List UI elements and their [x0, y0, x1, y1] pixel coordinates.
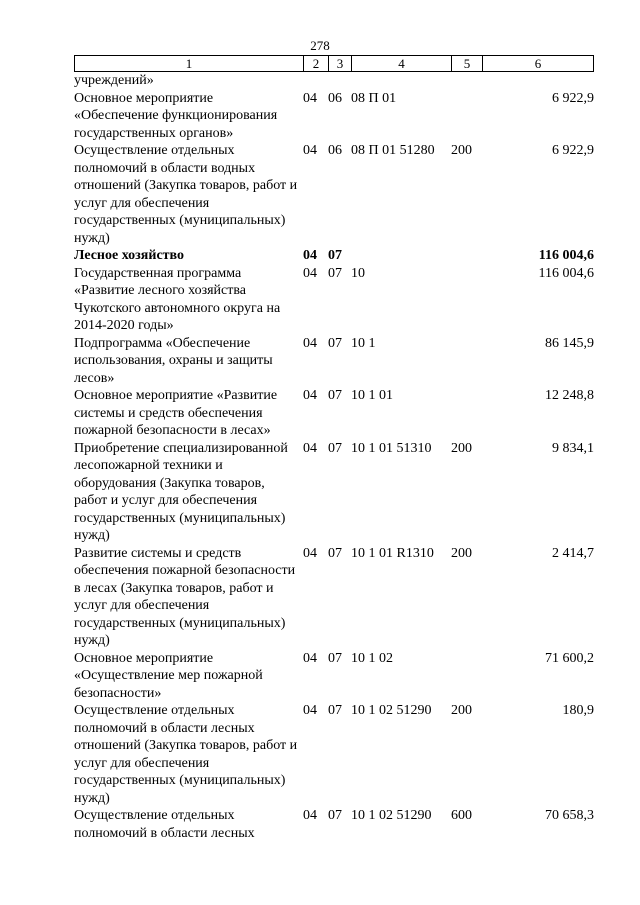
- row-subsection: 07: [328, 440, 342, 456]
- row-name: Основное мероприятие «Развитие системы и средств обеспечения пожарной безопасности в лесах»: [74, 388, 278, 438]
- row-amount: 12 248,8: [545, 388, 594, 403]
- row-section: 04: [303, 335, 317, 351]
- row-name: Основное мероприятие «Осуществление мер пожарной безопасности»: [74, 650, 263, 701]
- table-row: [74, 72, 594, 90]
- row-amount: 2 414,7: [552, 545, 594, 561]
- row-subsection: 07: [328, 650, 342, 666]
- row-name: Подпрограмма «Обеспечение использования, охраны и защиты лесов»: [74, 335, 273, 386]
- row-target-code: 10 1 01 51310: [351, 440, 432, 456]
- row-expense-type: 200: [451, 440, 472, 456]
- row-name: Лесное хозяйство: [74, 248, 185, 263]
- row-subsection: 06: [328, 90, 342, 106]
- row-amount: 71 600,2: [545, 650, 594, 666]
- row-name: Осуществление отдельных полномочий в области водных отношений (Закупка товаров, работ и услуг для обеспечения государственных (муниципальных) нужд): [74, 143, 298, 246]
- row-subsection: 07: [328, 545, 342, 561]
- row-amount: 6 922,9: [552, 143, 594, 158]
- table-row: [74, 335, 594, 388]
- row-expense-type: 200: [451, 703, 472, 718]
- table-row: [74, 440, 594, 545]
- row-target-code: 10 1 01: [351, 388, 393, 403]
- table-row: [74, 142, 594, 247]
- row-name: Осуществление отдельных полномочий в области лесных отношений (Закупка товаров, работ и услуг для обеспечения государственных (муниципальных) нужд): [74, 703, 298, 806]
- row-target-code: 10 1 02 51290: [351, 808, 432, 823]
- header-col-4: 4: [352, 56, 452, 71]
- row-name: Приобретение специализированной лесопожарной техники и оборудования (Закупка товаров, работ и услуг для обеспечения государственных (муниципальных) нужд): [74, 440, 288, 543]
- table-body: [74, 72, 594, 842]
- row-subsection: 07: [328, 703, 342, 718]
- row-target-code: 10: [351, 265, 365, 281]
- table-row: [74, 90, 594, 143]
- row-subsection: 07: [328, 265, 342, 281]
- row-section: 04: [303, 808, 317, 823]
- table-row: [74, 545, 594, 650]
- row-target-code: 10 1 02 51290: [351, 703, 432, 718]
- row-section: 04: [303, 143, 317, 158]
- row-section: 04: [303, 650, 317, 666]
- table-row: [74, 807, 594, 842]
- page-number: 278: [310, 38, 330, 53]
- header-col-3: 3: [329, 56, 352, 71]
- header-col-1: 1: [75, 56, 304, 71]
- row-section: 04: [303, 388, 317, 403]
- row-subsection: 07: [328, 808, 342, 823]
- table-row: [74, 387, 594, 440]
- row-name: учреждений»: [74, 73, 154, 88]
- row-expense-type: 200: [451, 545, 472, 561]
- row-target-code: 10 1 01 R1310: [351, 545, 434, 561]
- row-amount: 116 004,6: [538, 248, 594, 263]
- row-expense-type: 200: [451, 143, 472, 158]
- row-subsection: 07: [328, 248, 342, 263]
- row-name: Осуществление отдельных полномочий в области лесных: [74, 808, 255, 841]
- row-target-code: 10 1 02: [351, 650, 393, 666]
- row-section: 04: [303, 248, 317, 263]
- row-section: 04: [303, 703, 317, 718]
- table-row: [74, 702, 594, 807]
- row-amount: 86 145,9: [545, 335, 594, 351]
- row-name: Развитие системы и средств обеспечения пожарной безопасности в лесах (Закупка товаров, работ и услуг для обеспечения государственных (муниципальных) нужд): [74, 545, 296, 648]
- header-col-2: 2: [304, 56, 329, 71]
- row-section: 04: [303, 265, 317, 281]
- row-amount: 9 834,1: [552, 440, 594, 456]
- row-amount: 6 922,9: [552, 90, 594, 106]
- row-subsection: 06: [328, 143, 342, 158]
- row-subsection: 07: [328, 388, 342, 403]
- row-amount: 70 658,3: [545, 808, 594, 823]
- table-header: [74, 55, 594, 72]
- row-target-code: 08 П 01 51280: [351, 143, 435, 158]
- row-section: 04: [303, 90, 317, 106]
- table-row: [74, 650, 594, 703]
- row-target-code: 10 1: [351, 335, 376, 351]
- row-name: Государственная программа «Развитие лесного хозяйства Чукотского автономного округа на 2014-2020 годы»: [74, 265, 281, 333]
- row-subsection: 07: [328, 335, 342, 351]
- table-row: [74, 265, 594, 335]
- header-col-5: 5: [452, 56, 483, 71]
- row-section: 04: [303, 545, 317, 561]
- row-amount: 180,9: [562, 703, 594, 718]
- row-section: 04: [303, 440, 317, 456]
- row-target-code: 08 П 01: [351, 90, 397, 106]
- header-col-6: 6: [534, 56, 542, 71]
- row-name: Основное мероприятие «Обеспечение функционирования государственных органов»: [74, 90, 278, 141]
- row-amount: 116 004,6: [538, 265, 594, 281]
- table-row: [74, 247, 594, 265]
- row-expense-type: 600: [451, 808, 472, 823]
